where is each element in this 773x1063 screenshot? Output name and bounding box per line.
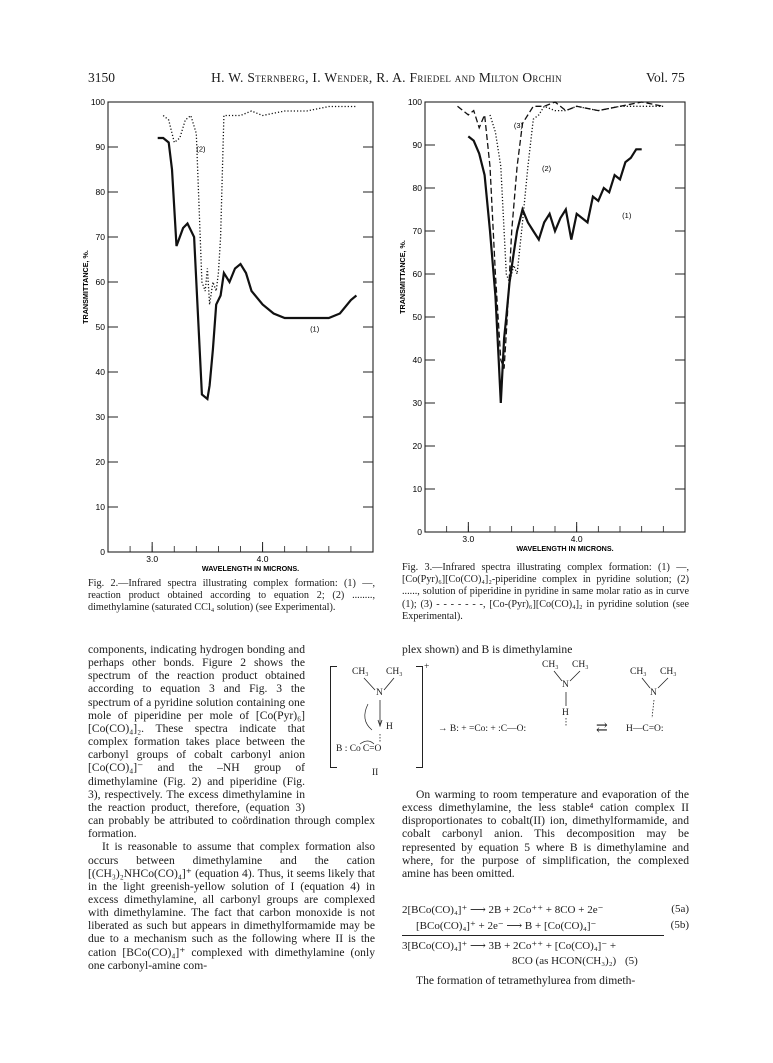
- y-tick-label: 90: [95, 142, 105, 152]
- series-line-2: [163, 107, 356, 305]
- series-label-1: (1): [310, 324, 320, 334]
- volume-label: Vol. 75: [646, 70, 685, 85]
- plot-frame: [425, 102, 685, 532]
- series-label-2: (2): [542, 163, 552, 173]
- series-label-2: (2): [196, 144, 206, 154]
- series-label-3: (3): [513, 120, 524, 130]
- y-tick-label: 20: [412, 441, 422, 451]
- equation-5a-text: 2[BCo(CO)₄]⁺ ⟶ 2B + 2Co⁺⁺ + 8CO + 2e⁻: [402, 904, 604, 916]
- methyl-a: CH₃: [352, 667, 369, 677]
- x-tick-label: 4.0: [570, 534, 583, 544]
- y-tick-label: 70: [412, 226, 422, 236]
- adduct-bonds: [620, 660, 690, 750]
- x-axis-label: WAVELENGTH IN MICRONS.: [201, 564, 300, 573]
- nitrogen-atom: N: [376, 688, 383, 698]
- right-column-intro: plex shown) and B is dimethylamine: [402, 643, 573, 656]
- paragraph-2: It is reasonable to assume that complex formation also occurs between dimethylamine and the cation [(CH₃)₂NHCo(CO)₄]⁺ (equation 4). Thus, it seems likely that in the light greenish-yellow solution of I (equation 4) in excess dimethylamine, all carbonyl groups are complexed with dimethylamine. The fact that carbon monoxide is not liberated as such but appears in dimethylformamide may be due to a mechanism such as the following where II is the cation [BCo(CO)₄]⁺ complexed with dimethylamine (only one carbonyl-amine com-: [88, 840, 375, 972]
- charge-plus: +: [424, 662, 430, 672]
- equation-5b-number: (5b): [670, 919, 689, 931]
- y-tick-label: 30: [95, 412, 105, 422]
- formyl-group: H—C=O:: [626, 724, 664, 734]
- series-line-3: [458, 102, 664, 369]
- y-tick-label: 40: [412, 355, 422, 365]
- adduct-methyl-b: CH₃: [660, 667, 677, 677]
- running-head-authors: H. W. Sternberg, I. Wender, R. A. Friedel and Milton Orchin: [211, 70, 562, 85]
- y-tick-label: 50: [412, 312, 422, 322]
- y-tick-label: 20: [95, 457, 105, 467]
- y-axis-label: TRANSMITTANCE, %.: [398, 240, 407, 314]
- cobalt-complex: [336, 744, 381, 754]
- y-tick-label: 60: [412, 269, 422, 279]
- right-column-paragraph-3: The formation of tetramethylurea from dimeth-: [416, 974, 636, 987]
- dma-nitrogen: N: [562, 680, 569, 690]
- paragraph-1-text: components, indicating hydrogen bonding and perhaps other bonds. Figure 2 shows the spectrum of the reaction product obtained according to equation 3 and Fig. 3 the spectrum of a pyridine solution containing one mole of piperidine per mole of [Co(Pyr)₆][Co(CO)₄]₂. These spectra indicate that complex formation takes place between the carbonyl groups of cobalt carbonyl anion [Co(CO)₄]⁻ and the –NH group of dimethylamine (Fig. 2) and piperidine (Fig. 3), respectively. The excess dimethylamine in the reaction product, therefore, (equation 3) can probably be attributed to coördination through complex formation.: [88, 643, 375, 841]
- adduct-methyl-a: CH₃: [630, 667, 647, 677]
- equation-5b: [402, 919, 689, 932]
- methyl-b: CH₃: [386, 667, 403, 677]
- equation-5-number: (5): [624, 955, 638, 967]
- figure-3-caption: Fig. 3.—Infrared spectra illustrating complex formation: (1) —, [Co(Pyr)₆][Co(CO)₄]₂-piperidine complex in pyridine solution; (2) ......, solution of piperidine in pyridine in same molar ratio as in curve (1); (3) - - - - - - -, [Co-(Pyr)₆][Co(CO)₄]₂ in pyridine solution (see Experimental).: [402, 562, 689, 622]
- equation-5a: [402, 903, 689, 916]
- adduct-nitrogen: N: [650, 688, 657, 698]
- page-number: 3150: [88, 70, 115, 85]
- equation-5a-number: (5a): [671, 903, 689, 915]
- x-tick-label: 3.0: [146, 554, 159, 564]
- figure-2-chart: [75, 92, 385, 572]
- y-tick-label: 0: [417, 527, 422, 537]
- hydrogen-atom: H: [386, 722, 393, 732]
- x-tick-label: 4.0: [256, 554, 269, 564]
- y-tick-label: 80: [412, 183, 422, 193]
- dma-hydrogen: H: [562, 708, 569, 718]
- plot-frame: [108, 102, 373, 552]
- series-line-1: [468, 136, 641, 403]
- x-tick-label: 3.0: [462, 534, 475, 544]
- y-tick-label: 100: [407, 97, 422, 107]
- label-ii: II: [372, 768, 379, 778]
- equation-sum-rule: [402, 935, 664, 936]
- y-tick-label: 40: [95, 367, 105, 377]
- equilibrium-arrow: ⇄: [596, 721, 608, 736]
- dma-methyl-a: CH₃: [542, 660, 559, 670]
- dma-methyl-b: CH₃: [572, 660, 589, 670]
- y-tick-label: 0: [100, 547, 105, 557]
- c-o-label: C=O: [362, 744, 382, 754]
- product-fragment: → B: + =Co: + :C—O:: [438, 724, 527, 734]
- equation-5-line2-text: 8CO (as HCON(CH₃)₂): [512, 955, 617, 967]
- y-tick-label: 80: [95, 187, 105, 197]
- right-column-paragraph-2: On warming to room temperature and evaporation of the excess dimethylamine, the less stable⁴ cation complex II disproportionates to cobalt(II) ion, dimethylformamide, and cobalt carbonyl anion. This decomposition may be represented by equation 5 where B is dimethylamine and where, for the purpose of simplification, the complexed amine has been omitted.: [402, 788, 689, 880]
- equation-5-line1: 3[BCo(CO)₄]⁺ ⟶ 3B + 2Co⁺⁺ + [Co(CO)₄]⁻ +: [402, 940, 617, 952]
- series-line-2: [490, 106, 663, 282]
- y-tick-label: 90: [412, 140, 422, 150]
- y-tick-label: 10: [412, 484, 422, 494]
- b-co-label: B : Co: [336, 744, 361, 754]
- y-tick-label: 30: [412, 398, 422, 408]
- series-line-1: [158, 138, 357, 399]
- x-axis-label: WAVELENGTH IN MICRONS.: [516, 544, 614, 553]
- series-label-1: (1): [622, 211, 632, 221]
- y-tick-label: 70: [95, 232, 105, 242]
- y-axis-label: TRANSMITTANCE, %.: [81, 250, 90, 324]
- equation-5-line2: [402, 955, 689, 967]
- equation-5b-text: [BCo(CO)₄]⁺ + 2e⁻ ⟶ B + [Co(CO)₄]⁻: [416, 920, 597, 932]
- y-tick-label: 50: [95, 322, 105, 332]
- figure-3-chart: [392, 92, 702, 557]
- mechanism-scheme: [320, 660, 690, 785]
- y-tick-label: 10: [95, 502, 105, 512]
- figure-2-caption: Fig. 2.—Infrared spectra illustrating complex formation: (1) —, reaction product obtained according to equation 2; (2) ........, dimethylamine (saturated CCl₄ solution) (see Experimental).: [88, 578, 375, 614]
- y-tick-label: 100: [90, 97, 105, 107]
- y-tick-label: 60: [95, 277, 105, 287]
